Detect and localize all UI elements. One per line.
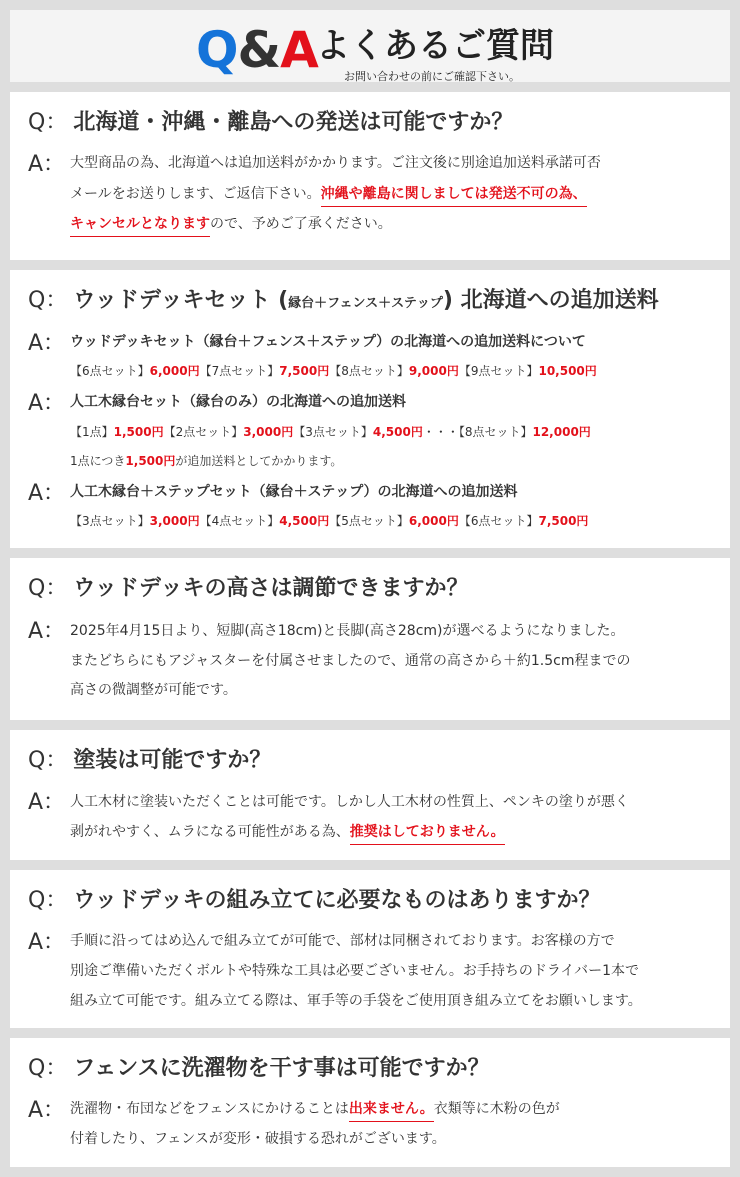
a-mark: A：: [28, 481, 66, 506]
price-label: 【6点セット】: [458, 514, 539, 528]
answer-text: ので、予めご了承ください。: [210, 216, 392, 232]
a-mark: A：: [28, 930, 66, 955]
question-text: ウッドデッキの組み立てに必要なものはありますか？: [73, 888, 601, 913]
q-mark: Q：: [28, 748, 68, 773]
price-value: 9,000円: [408, 364, 459, 378]
price-value: 6,000円: [149, 364, 200, 378]
a-mark: A：: [28, 790, 66, 815]
price-value: 4,500円: [279, 514, 330, 528]
note-price: 1,500円: [125, 454, 176, 468]
price-list: [70, 361, 597, 381]
price-value: 12,000円: [532, 425, 591, 439]
faq-card-hokkaido-shipping: [10, 270, 730, 548]
price-label: 【3点セット】: [70, 514, 150, 528]
price-list: [70, 422, 591, 442]
price-value: 10,500円: [538, 364, 597, 378]
answer-line: 大型商品の為、北海道へは追加送料がかかります。ご注文後に別途追加送料承諾可否: [70, 155, 601, 171]
question-text: 北海道・沖縄・離島への発送は可能ですか？: [73, 110, 514, 135]
price-label: 【2点セット】: [163, 425, 244, 439]
answer-text: 剥がれやすく、ムラになる可能性がある為、: [70, 824, 350, 840]
answer-highlight: 推奨はしておりません。: [350, 824, 505, 845]
page-header: [10, 10, 730, 82]
question-small-text: 縁台＋フェンス＋ステップ: [288, 296, 443, 311]
faq-card-laundry: [10, 1038, 730, 1167]
faq-question: [28, 574, 468, 604]
ellipsis: ・・・: [422, 425, 459, 439]
price-label: 【3点セット】: [293, 425, 373, 439]
q-mark: Q：: [28, 110, 68, 135]
price-value: 3,000円: [243, 425, 294, 439]
price-label: 【5点セット】: [329, 514, 409, 528]
a-mark: A：: [28, 619, 66, 644]
q-mark: Q：: [28, 888, 68, 913]
a-mark: A：: [28, 152, 66, 177]
logo-amp: &: [237, 21, 281, 79]
q-mark: Q：: [28, 576, 68, 601]
q-mark: Q：: [28, 1056, 68, 1081]
price-value: 6,000円: [408, 514, 459, 528]
faq-question: [28, 746, 271, 776]
page-subtitle: お問い合わせの前にご確認下さい。: [344, 70, 520, 83]
question-text: 塗装は可能ですか？: [73, 748, 272, 773]
q-mark: Q：: [28, 288, 68, 313]
price-label: 【7点セット】: [199, 364, 280, 378]
answer-highlight: 沖縄や離島に関しましては発送不可の為、: [321, 186, 587, 207]
price-value: 7,500円: [538, 514, 589, 528]
answer-highlight: キャンセルとなります: [70, 216, 210, 237]
price-value: 3,000円: [149, 514, 200, 528]
answer-line: 人工木材に塗装いただくことは可能です。しかし人工木材の性質上、ペンキの塗りが悪く: [70, 794, 629, 810]
a-mark: A：: [28, 391, 66, 416]
question-text: ウッドデッキセット (: [73, 288, 289, 313]
answer-text: 洗濯物・布団などをフェンスにかけることは: [70, 1101, 349, 1117]
answer-text: 衣類等に木粉の色が: [433, 1101, 560, 1117]
a-mark: A：: [28, 331, 66, 356]
answer-line: 付着したり、フェンスが変形・破損する恐れがございます。: [70, 1131, 446, 1147]
faq-question: [28, 886, 600, 916]
faq-card-painting: [10, 730, 730, 860]
question-text: ) 北海道への追加送料: [442, 288, 659, 313]
price-label: 【8点セット】: [329, 364, 409, 378]
answer-text: メールをお送りします、ご返信下さい。: [70, 186, 321, 202]
question-text: ウッドデッキの高さは調節できますか？: [73, 576, 469, 601]
faq-card-shipping: [10, 92, 730, 260]
note-text: 1点につき: [70, 454, 126, 468]
price-label: 【1点】: [70, 425, 114, 439]
logo-q: Q: [196, 21, 238, 79]
answer-heading: 人工木縁台＋ステップセット（縁台＋ステップ）の北海道への追加送料: [70, 484, 518, 500]
answer-line: [70, 1099, 560, 1119]
answer-line: またどちらにもアジャスターを付属させましたので、通常の高さから＋約1.5cm程までの: [70, 653, 631, 669]
answer-line: 別途ご準備いただくボルトや特殊な工具は必要ございません。お手持ちのドライバー1本で: [70, 963, 640, 979]
note-text: が追加送料としてかかります。: [175, 454, 343, 468]
answer-highlight: 出来ません。: [349, 1101, 434, 1122]
answer-line: 手順に沿ってはめ込んで組み立てが可能で、部材は同梱されております。お客様の方で: [70, 933, 615, 949]
price-value: 1,500円: [113, 425, 164, 439]
answer-heading: 人工木縁台セット（縁台のみ）の北海道への追加送料: [70, 394, 406, 410]
answer-line: [70, 184, 587, 204]
answer-line: 高さの微調整が可能です。: [70, 682, 237, 698]
faq-card-assembly: [10, 870, 730, 1028]
answer-line: [70, 822, 505, 842]
faq-card-height-adjust: [10, 558, 730, 720]
logo-a: A: [280, 21, 318, 79]
price-value: 4,500円: [372, 425, 423, 439]
answer-line: 2025年4月15日より、短脚(高さ18cm)と長脚(高さ28cm)が選べるようになりました。: [70, 623, 625, 639]
question-text: フェンスに洗濯物を干す事は可能ですか？: [73, 1056, 490, 1081]
price-list: [70, 511, 588, 531]
qa-logo: [196, 22, 318, 78]
answer-line: 組み立て可能です。組み立てる際は、軍手等の手袋をご使用頂き組み立てをお願いします。: [70, 993, 642, 1009]
faq-question: [28, 1054, 490, 1084]
price-value: 7,500円: [279, 364, 330, 378]
faq-question: [28, 108, 513, 138]
price-label: 【9点セット】: [458, 364, 539, 378]
price-label: 【6点セット】: [70, 364, 150, 378]
answer-heading: ウッドデッキセット（縁台＋フェンス＋ステップ）の北海道への追加送料について: [70, 334, 586, 350]
price-label: 【8点セット】: [458, 425, 533, 439]
answer-line: [70, 214, 392, 234]
faq-question: [28, 286, 659, 319]
page-title: よくあるご質問: [316, 26, 554, 66]
a-mark: A：: [28, 1098, 66, 1123]
price-label: 【4点セット】: [199, 514, 280, 528]
price-note: [70, 451, 342, 471]
